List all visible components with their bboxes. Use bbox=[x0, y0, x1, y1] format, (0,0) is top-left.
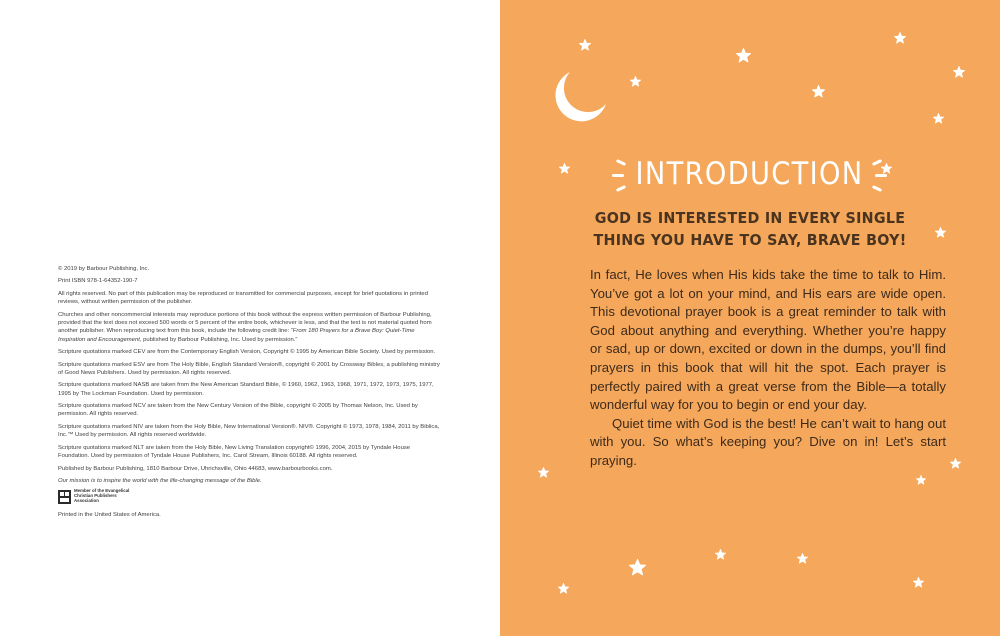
ecpa-badge bbox=[58, 489, 442, 503]
star-icon bbox=[894, 32, 906, 44]
nasb-paragraph: Scripture quotations marked NASB are taken from the New American Standard Bible, © 1960, 1962, 1963, 1968, 1971, 1972, 1973, 1975, 1977, 1995 by The Lockman Foundation. Used by permission. bbox=[58, 382, 434, 397]
ecpa-label: Member of the Evangelical Christian Publishers Association bbox=[74, 488, 130, 504]
subheading-line-2: THING YOU HAVE TO SAY, BRAVE BOY! bbox=[593, 231, 907, 249]
body-paragraph-2: Quiet time with God is the best! He can’t wait to hang out with you. So what’s keeping you? Dive on in! Let’s start praying. bbox=[590, 415, 946, 468]
printed-line: Printed in the United States of America. bbox=[58, 511, 161, 518]
star-icon bbox=[736, 48, 751, 63]
star-icon bbox=[579, 39, 591, 51]
star-icon bbox=[950, 458, 961, 469]
star-icon bbox=[630, 76, 641, 87]
churches-text-a: Churches and other noncommercial interests may reproduce portions of this book without the express written permission of Barbour Publishing, provided that the text does not exceed 500 words or 5 percent of the entire book, whichever is less, and that the text is not material quoted from another publisher. When reproducing text from this book, include the following credit line: “ bbox=[58, 311, 432, 335]
star-icon bbox=[913, 577, 924, 588]
churches-paragraph bbox=[58, 311, 442, 344]
subheading-line-1: GOD IS INTERESTED IN EVERY SINGLE bbox=[594, 209, 906, 227]
star-icon bbox=[797, 553, 808, 564]
rights-paragraph: All rights reserved. No part of this publication may be reproduced or transmitted for commercial purposes, except for brief quotations in printed reviews, without written permission of the publisher. bbox=[58, 290, 428, 306]
subheading bbox=[560, 207, 940, 251]
introduction-body bbox=[590, 266, 946, 471]
credit-line-title: From 180 Prayers for a Brave Boy: Quiet-Time Inspiration and Encouragement bbox=[58, 328, 415, 343]
mission-statement: Our mission is to inspire the world with the life-changing message of the Bible. bbox=[58, 478, 262, 484]
body-paragraph-1: In fact, He loves when His kids take the time to talk to Him. You’ve got a lot on your mind, and His ears are wide open. This devotional prayer book is a great reminder to talk with God about anything and everything. Whether you’re happy or sad, up or down, excited or down in the dumps, you’ll find prayers in this book that will hit the spot. Each prayer is perfectly paired with a great verse from the Bible—a totally wonderful way for you to begin or end your day. bbox=[590, 267, 946, 413]
cev-paragraph: Scripture quotations marked CEV are from the Contemporary English Version, Copyright © 1995 by American Bible Society. Used by permission. bbox=[58, 349, 436, 356]
star-icon bbox=[812, 85, 825, 98]
star-icon bbox=[916, 475, 926, 485]
niv-paragraph: Scripture quotations marked NIV are taken from the Holy Bible, New International Version®. NIV®. Copyright © 1973, 1978, 1984, 2011 by Biblica, Inc.™ Used by permission. All rights reserved worldwide. bbox=[58, 423, 440, 439]
isbn-line: Print ISBN 978-1-64352-190-7 bbox=[58, 278, 138, 285]
ecpa-logo-icon bbox=[58, 490, 71, 504]
star-icon bbox=[953, 66, 965, 78]
star-icon bbox=[629, 559, 646, 576]
ncv-paragraph: Scripture quotations marked NCV are taken from the New Century Version of the Bible, copyright © 2005 by Thomas Nelson, Inc. Used by permission. All rights reserved. bbox=[58, 403, 418, 418]
star-icon bbox=[558, 583, 569, 594]
star-icon bbox=[715, 549, 726, 560]
star-icon bbox=[538, 467, 549, 478]
esv-paragraph: Scripture quotations marked ESV are from The Holy Bible, English Standard Version®, copyright © 2001 by Crossway Bibles, a publishing ministry of Good News Publishers. Used by permission. All rights reserved. bbox=[58, 361, 440, 376]
page-title: INTRODUCTION bbox=[635, 156, 865, 192]
churches-text-b: , published by Barbour Publishing, Inc. Used by permission.” bbox=[139, 336, 298, 343]
crescent-moon-icon bbox=[548, 66, 608, 126]
publisher-address: Published by Barbour Publishing, 1810 Barbour Drive, Uhrichsville, Ohio 44683, www.barbourbooks.com. bbox=[58, 465, 333, 472]
star-icon bbox=[559, 163, 570, 174]
copyright-line: © 2019 by Barbour Publishing, Inc. bbox=[58, 266, 150, 272]
star-icon bbox=[933, 113, 944, 124]
nlt-paragraph: Scripture quotations marked NLT are taken from the Holy Bible, New Living Translation copyright© 1996, 2004, 2015 by Tyndale House Foundation. Used by permission of Tyndale House Publishers, Inc. Carol Stream, Illinois 60188. All rights reserved. bbox=[58, 444, 411, 460]
introduction-page bbox=[500, 0, 1000, 636]
copyright-block bbox=[58, 265, 442, 523]
title-wrapper bbox=[600, 152, 900, 196]
